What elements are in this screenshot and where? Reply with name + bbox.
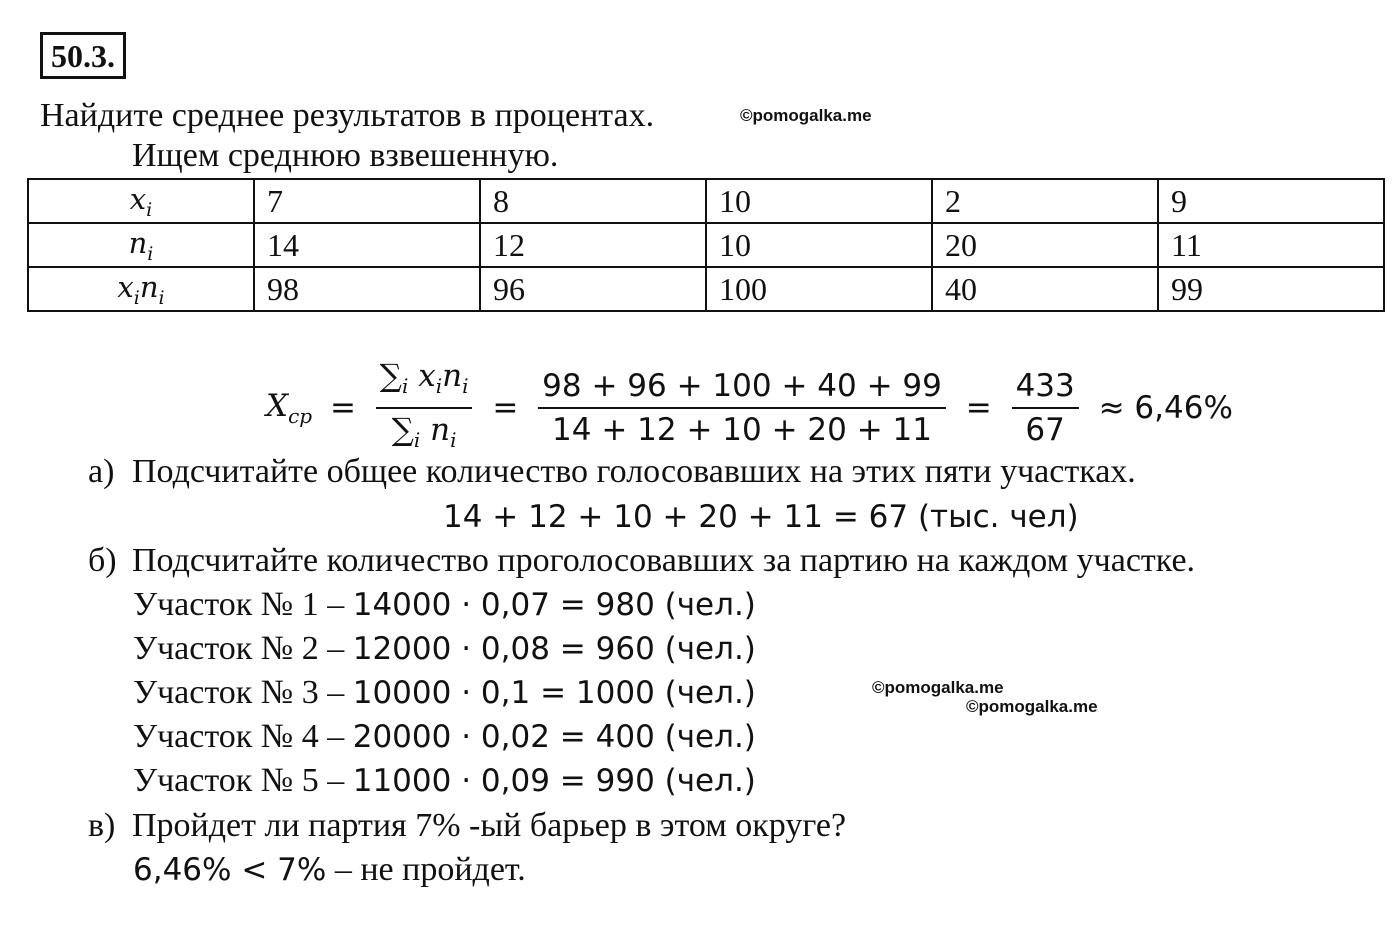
table-cell: 7 (254, 179, 480, 223)
part-a-question: а) Подсчитайте общее количество голосовавших на этих пяти участках. (88, 453, 1136, 490)
list-item: Участок № 1 – 14000 · 0,07 = 980 (чел.) (133, 586, 756, 623)
list-item: Участок № 3 – 10000 · 0,1 = 1000 (чел.) (133, 674, 756, 711)
table-cell: 8 (480, 179, 706, 223)
table-cell: 14 (254, 223, 480, 267)
watermark-top: ©pomogalka.me (740, 106, 872, 125)
table-cell: 12 (480, 223, 706, 267)
sub-intro-text: Ищем среднюю взвешенную. (132, 137, 559, 174)
data-table (27, 178, 1385, 312)
formula-total-fraction: $\frac{433}{67}$ (1012, 365, 1079, 451)
equals-sign: = (492, 390, 519, 427)
part-c-answer: 6,46% < 7% – не пройдет. (133, 851, 526, 888)
table-cell: 10 (706, 223, 932, 267)
formula-sum-fraction: $\frac{98 + 96 + 100 + 40 + 99}{14 + 12 + 10 + 20 + 11}$ (538, 365, 946, 451)
table-cell: 40 (932, 267, 1158, 311)
part-c-question: в) Пройдет ли партия 7% -ый барьер в этом округе? (88, 807, 847, 844)
table-cell: 100 (706, 267, 932, 311)
equals-sign: = (329, 390, 356, 427)
list-item: Участок № 5 – 11000 · 0,09 = 990 (чел.) (133, 762, 756, 799)
mean-formula (262, 355, 1237, 461)
row-head-xn: $x_in_i$ (28, 267, 254, 311)
part-b-question: б) Подсчитайте количество проголосовавших за партию на каждом участке. (88, 542, 1196, 579)
table-row (28, 179, 1384, 223)
table-cell: 2 (932, 179, 1158, 223)
formula-symbolic-fraction: $\frac{\sum_i x_in_i}{\sum_i n_i}$ (376, 355, 473, 461)
watermark-middle: ©pomogalka.me (872, 678, 1004, 697)
table-cell: 99 (1158, 267, 1384, 311)
table-cell: 96 (480, 267, 706, 311)
row-head-n: $n_i$ (28, 223, 254, 267)
row-head-x: $x_i$ (28, 179, 254, 223)
equals-sign: = (965, 390, 992, 427)
formula-lhs: $X_{cp}$ (266, 388, 313, 429)
part-a-calculation: 14 + 12 + 10 + 20 + 11 = 67 (тыс. чел) (443, 499, 1079, 535)
table-cell: 9 (1158, 179, 1384, 223)
formula-result: ≈ 6,46% (1098, 390, 1233, 427)
table-cell: 98 (254, 267, 480, 311)
table-cell: 11 (1158, 223, 1384, 267)
problem-number: 50.3. (40, 32, 126, 79)
table-row (28, 223, 1384, 267)
list-item: Участок № 4 – 20000 · 0,02 = 400 (чел.) (133, 718, 756, 755)
table-cell: 10 (706, 179, 932, 223)
table-row (28, 267, 1384, 311)
watermark-middle-2: ©pomogalka.me (966, 697, 1098, 716)
list-item: Участок № 2 – 12000 · 0,08 = 960 (чел.) (133, 630, 756, 667)
intro-text: Найдите среднее результатов в процентах. (40, 97, 655, 134)
table-cell: 20 (932, 223, 1158, 267)
